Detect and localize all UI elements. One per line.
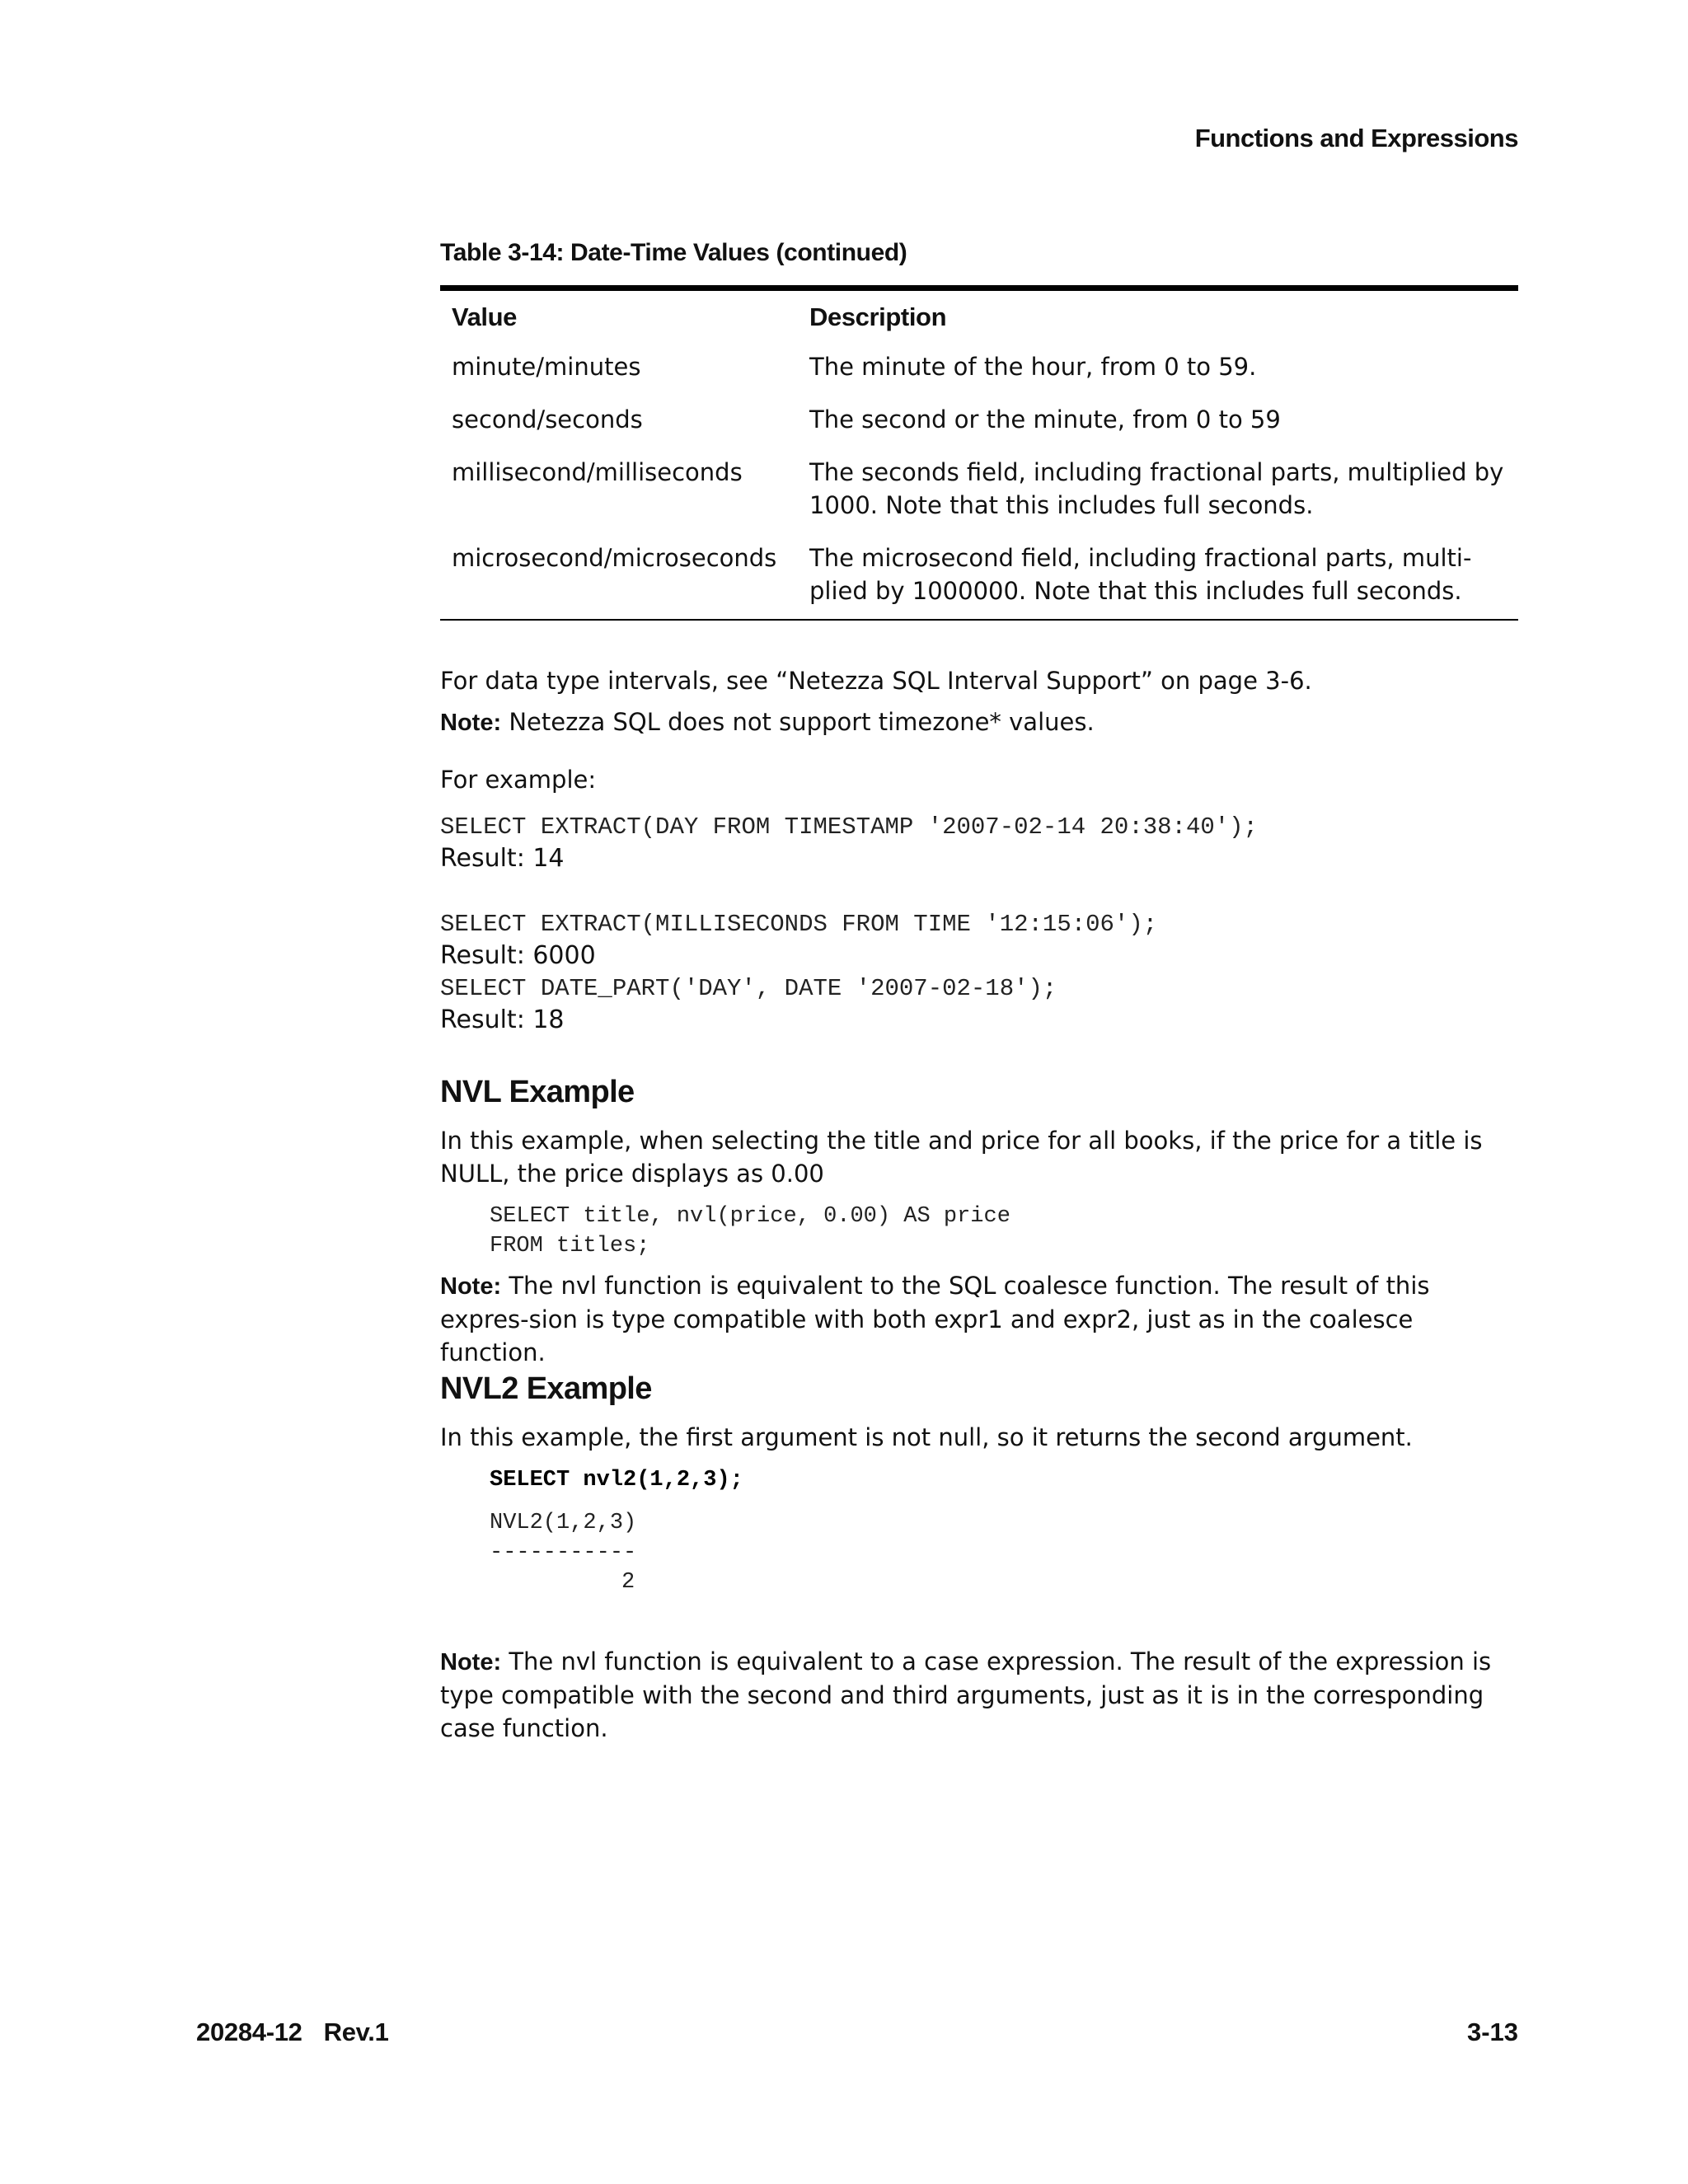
footer-revision: Rev.1 <box>323 2018 389 2046</box>
code-extract-milliseconds: SELECT EXTRACT(MILLISECONDS FROM TIME '12:15:06'); <box>440 911 1158 938</box>
note-timezone <box>440 705 1518 739</box>
footer-doc-info <box>196 2018 389 2047</box>
result-date-part: Result: 18 <box>440 1005 565 1034</box>
note-label: Note: <box>440 710 502 736</box>
intervals-reference-paragraph: For data type intervals, see “Netezza SQL Interval Support” on page 3-6. <box>440 667 1312 695</box>
nvl-body: In this example, when selecting the title and price for all books, if the price for a title is NULL, the price displays as 0.00 <box>440 1127 1483 1188</box>
nvl2-body: In this example, the first argument is not null, so it returns the second argument. <box>440 1423 1413 1451</box>
table-row <box>440 342 1518 395</box>
note-label: Note: <box>440 1273 502 1300</box>
table-row <box>440 448 1518 533</box>
table-cell-description: The second or the minute, from 0 to 59 <box>809 405 1281 434</box>
nvl2-output-value: 2 <box>621 1570 635 1595</box>
table-cell-value: minute/minutes <box>452 353 641 381</box>
note-text: The nvl function is equivalent to a case expression. The result of the expression is type compatible with the second and third arguments, just as it is in the corresponding case function. <box>440 1647 1492 1742</box>
footer-page-number: 3-13 <box>1466 2018 1518 2046</box>
table-cell-description: The seconds field, including fractional parts, multiplied by 1000. Note that this includes full seconds. <box>809 458 1504 519</box>
nvl2-output-rule: ----------- <box>490 1540 637 1565</box>
table-cell-description: The minute of the hour, from 0 to 59. <box>809 353 1257 381</box>
table-row <box>440 395 1518 448</box>
note-label: Note: <box>440 1649 502 1675</box>
result-extract-day: Result: 14 <box>440 844 565 873</box>
nvl-heading: NVL Example <box>440 1075 635 1109</box>
table-cell-value: millisecond/milliseconds <box>452 458 743 486</box>
nvl-note <box>440 1269 1518 1369</box>
note-text: Netezza SQL does not support timezone* values. <box>509 708 1095 736</box>
table-cell-description: The microsecond field, including fractional parts, multi-plied by 1000000. Note that this includes full seconds. <box>809 544 1472 605</box>
code-extract-day: SELECT EXTRACT(DAY FROM TIMESTAMP '2007-02-14 20:38:40'); <box>440 813 1258 841</box>
date-time-values-table <box>440 285 1518 621</box>
nvl-code-line-1: SELECT title, nvl(price, 0.00) AS price <box>490 1204 1010 1229</box>
nvl-code-line-2: FROM titles; <box>490 1234 650 1258</box>
note-text: The nvl function is equivalent to the SQL coalesce function. The result of this expres-sion is type compatible with both expr1 and expr2, just as in the coalesce function. <box>440 1272 1430 1366</box>
example-intro: For example: <box>440 766 597 794</box>
column-header-value: Value <box>452 302 517 331</box>
nvl2-note <box>440 1645 1518 1745</box>
column-header-description: Description <box>809 302 947 331</box>
table-row <box>440 533 1518 620</box>
result-extract-milliseconds: Result: 6000 <box>440 941 596 970</box>
footer-doc-number: 20284-12 <box>196 2018 302 2046</box>
running-header: Functions and Expressions <box>1194 124 1518 152</box>
table-cell-value: microsecond/microseconds <box>452 544 777 572</box>
table-cell-value: second/seconds <box>452 405 643 434</box>
table-caption: Table 3-14: Date-Time Values (continued) <box>440 239 907 266</box>
nvl2-output-header: NVL2(1,2,3) <box>490 1511 637 1535</box>
table-header-row <box>440 288 1518 343</box>
nvl2-code-query: SELECT nvl2(1,2,3); <box>490 1468 743 1493</box>
nvl2-heading: NVL2 Example <box>440 1371 652 1406</box>
code-date-part: SELECT DATE_PART('DAY', DATE '2007-02-18'); <box>440 975 1057 1002</box>
